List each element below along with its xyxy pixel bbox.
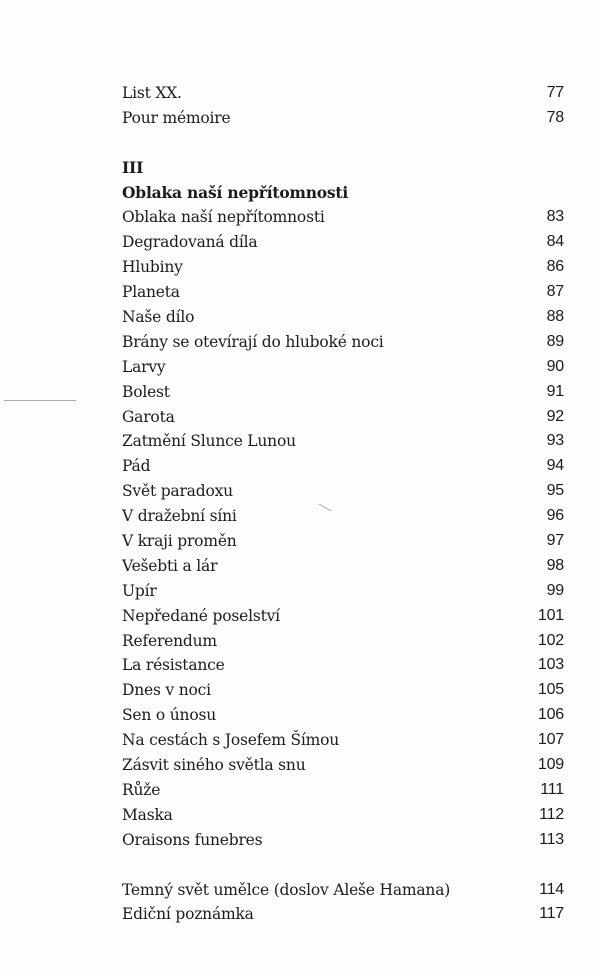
entry-title: Referendum: [122, 631, 217, 650]
toc-entry: [122, 405, 564, 430]
entry-title: Sen o únosu: [122, 706, 216, 725]
page-number: 113: [539, 830, 564, 848]
page-number: 89: [546, 332, 564, 350]
page-number: 87: [546, 283, 564, 301]
entry-title: Oraisons funebres: [122, 830, 263, 849]
entry-title: Na cestách s Josefem Šímou: [122, 731, 340, 750]
entry-title: Oblaka naší nepřítomnosti: [122, 182, 349, 202]
entry-title: III: [122, 157, 144, 177]
entry-title: Nepředané poselství: [122, 606, 280, 625]
section-heading: [122, 181, 564, 206]
spacer: [122, 131, 564, 156]
table-of-contents: [122, 81, 564, 927]
page-number: 96: [546, 507, 564, 525]
page-number: 97: [546, 532, 564, 550]
toc-entry: [122, 653, 564, 678]
page-number: 112: [539, 805, 564, 823]
page-number: 102: [537, 631, 564, 649]
entry-title: Garota: [122, 407, 175, 426]
toc-entry: [122, 803, 564, 828]
page-number: 93: [546, 432, 564, 450]
entry-title: Planeta: [122, 283, 180, 302]
entry-title: Maska: [122, 805, 173, 824]
toc-entry: [122, 429, 564, 454]
toc-entry: [122, 828, 564, 853]
toc-entry: [122, 753, 564, 778]
page-number: 92: [546, 407, 564, 425]
entry-title: Zásvit siného světla snu: [122, 756, 306, 775]
toc-entry: [122, 778, 564, 803]
toc-entry: [122, 380, 564, 405]
toc-entry: [122, 255, 564, 280]
page-number: 99: [546, 581, 564, 599]
toc-entry: [122, 629, 564, 654]
toc-entry: [122, 454, 564, 479]
toc-entry: [122, 479, 564, 504]
page-number: 105: [537, 681, 564, 699]
page-number: 86: [546, 258, 564, 276]
toc-entry: [122, 728, 564, 753]
page-number: 114: [539, 880, 564, 898]
toc-entry: [122, 604, 564, 629]
toc-entry: [122, 878, 564, 903]
page-number: 109: [537, 756, 564, 774]
toc-entry: [122, 902, 564, 927]
entry-title: Naše dílo: [122, 308, 195, 327]
page-number: 111: [540, 780, 564, 798]
entry-title: La résistance: [122, 656, 225, 675]
toc-entry: [122, 355, 564, 380]
page-number: 83: [546, 208, 564, 226]
entry-title: Svět paradoxu: [122, 482, 233, 501]
toc-entry: [122, 280, 564, 305]
toc-entry: [122, 81, 564, 106]
entry-title: Vešebti a lár: [122, 556, 218, 575]
entry-title: Brány se otevírají do hluboké noci: [122, 332, 384, 351]
page-number: 117: [539, 905, 564, 923]
page-number: 106: [537, 706, 564, 724]
page-number: 91: [546, 382, 564, 400]
entry-title: Oblaka naší nepřítomnosti: [122, 208, 325, 227]
page-number: 84: [546, 233, 564, 251]
toc-entry: [122, 554, 564, 579]
toc-entry: [122, 205, 564, 230]
toc-entry: [122, 529, 564, 554]
toc-entry: [122, 579, 564, 604]
page-number: 77: [546, 84, 564, 101]
section-heading: [122, 156, 564, 181]
page-number: 103: [537, 656, 564, 674]
entry-title: V dražební síni: [122, 507, 237, 526]
page-number: 107: [537, 731, 564, 749]
toc-entry: [122, 230, 564, 255]
toc-entry: [122, 305, 564, 330]
page-number: 78: [546, 108, 564, 126]
entry-title: Dnes v noci: [122, 681, 211, 700]
entry-title: Ediční poznámka: [122, 905, 254, 924]
entry-title: Temný svět umělce (doslov Aleše Hamana): [122, 880, 451, 899]
entry-title: List XX.: [122, 84, 182, 102]
toc-entry: [122, 330, 564, 355]
entry-title: Zatmění Slunce Lunou: [122, 432, 296, 451]
page-number: 101: [537, 606, 564, 624]
entry-title: Larvy: [122, 357, 166, 376]
entry-title: Bolest: [122, 382, 170, 401]
entry-title: Pour mémoire: [122, 108, 231, 127]
toc-entry: [122, 703, 564, 728]
page-number: 90: [546, 357, 564, 375]
toc-entry: [122, 504, 564, 529]
page-number: 98: [546, 556, 564, 574]
entry-title: Hlubiny: [122, 258, 183, 277]
entry-title: Degradovaná díla: [122, 233, 258, 252]
page-number: 95: [546, 482, 564, 500]
toc-entry: [122, 106, 564, 131]
page-number: 94: [546, 457, 564, 475]
scan-mark: [4, 400, 76, 401]
toc-entry: [122, 678, 564, 703]
entry-title: Upír: [122, 581, 157, 600]
spacer: [122, 853, 564, 878]
entry-title: Růže: [122, 780, 161, 799]
page-number: 88: [546, 308, 564, 326]
entry-title: Pád: [122, 457, 151, 476]
entry-title: V kraji proměn: [122, 532, 237, 551]
